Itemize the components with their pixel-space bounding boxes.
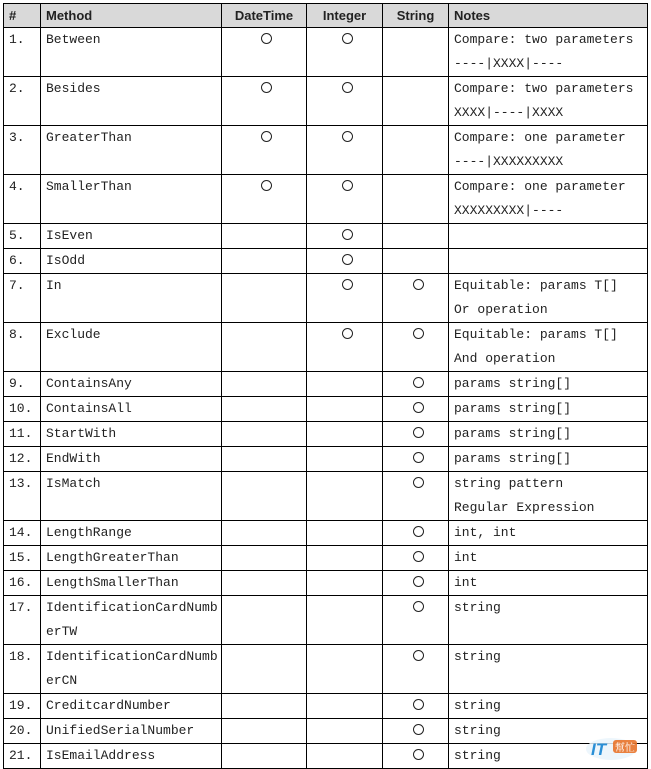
notes-cell <box>449 571 648 596</box>
circle-mark-icon <box>261 82 272 93</box>
note-line: params string[] <box>454 451 572 466</box>
support-datetime <box>222 274 307 323</box>
notes-cell <box>449 175 648 224</box>
logo-main-text: IT <box>591 740 607 759</box>
support-integer <box>307 175 383 224</box>
method-name: IsOdd <box>41 249 222 274</box>
row-number: 19. <box>4 694 41 719</box>
circle-mark-icon <box>413 699 424 710</box>
circle-mark-icon <box>413 377 424 388</box>
support-datetime <box>222 422 307 447</box>
row-number: 9. <box>4 372 41 397</box>
circle-mark-icon <box>413 402 424 413</box>
row-number: 5. <box>4 224 41 249</box>
circle-mark-icon <box>413 328 424 339</box>
support-string <box>383 397 449 422</box>
support-datetime <box>222 28 307 77</box>
support-integer <box>307 372 383 397</box>
header-datetime: DateTime <box>222 4 307 28</box>
notes-cell <box>449 372 648 397</box>
row-number: 18. <box>4 645 41 694</box>
note-line: string <box>454 723 501 738</box>
row-number: 17. <box>4 596 41 645</box>
circle-mark-icon <box>413 427 424 438</box>
row-number: 12. <box>4 447 41 472</box>
table-row <box>4 645 648 694</box>
method-name: IsEmailAddress <box>41 744 222 769</box>
header-num: # <box>4 4 41 28</box>
notes-cell <box>449 77 648 126</box>
table-row <box>4 372 648 397</box>
notes-cell <box>449 472 648 521</box>
method-name: CreditcardNumber <box>41 694 222 719</box>
table-header-row <box>4 4 648 28</box>
table-row <box>4 447 648 472</box>
method-name: UnifiedSerialNumber <box>41 719 222 744</box>
support-datetime <box>222 323 307 372</box>
note-line: Compare: one parameter <box>454 179 626 194</box>
row-number: 21. <box>4 744 41 769</box>
table-row <box>4 28 648 77</box>
method-name: ContainsAny <box>41 372 222 397</box>
notes-cell <box>449 249 648 274</box>
notes-cell <box>449 447 648 472</box>
table-row <box>4 422 648 447</box>
note-line: string <box>454 698 501 713</box>
support-datetime <box>222 521 307 546</box>
circle-mark-icon <box>342 254 353 265</box>
row-number: 6. <box>4 249 41 274</box>
note-line: Compare: two parameters <box>454 32 634 47</box>
notes-cell <box>449 596 648 645</box>
circle-mark-icon <box>413 279 424 290</box>
note-line: ----|XXXX|---- <box>454 56 564 71</box>
support-datetime <box>222 472 307 521</box>
note-line: ----|XXXXXXXXX <box>454 154 564 169</box>
support-datetime <box>222 645 307 694</box>
support-datetime <box>222 372 307 397</box>
row-number: 13. <box>4 472 41 521</box>
method-name: In <box>41 274 222 323</box>
notes-cell <box>449 694 648 719</box>
support-datetime <box>222 596 307 645</box>
header-string: String <box>383 4 449 28</box>
circle-mark-icon <box>342 180 353 191</box>
support-string <box>383 719 449 744</box>
method-name: Between <box>41 28 222 77</box>
circle-mark-icon <box>342 82 353 93</box>
method-name: IsMatch <box>41 472 222 521</box>
support-integer <box>307 274 383 323</box>
method-name: LengthGreaterThan <box>41 546 222 571</box>
support-integer <box>307 422 383 447</box>
notes-cell <box>449 546 648 571</box>
row-number: 14. <box>4 521 41 546</box>
circle-mark-icon <box>413 526 424 537</box>
support-string <box>383 546 449 571</box>
notes-cell <box>449 274 648 323</box>
support-string <box>383 175 449 224</box>
support-integer <box>307 28 383 77</box>
support-integer <box>307 224 383 249</box>
method-name: GreaterThan <box>41 126 222 175</box>
circle-mark-icon <box>413 576 424 587</box>
support-integer <box>307 77 383 126</box>
support-datetime <box>222 77 307 126</box>
table-row <box>4 397 648 422</box>
row-number: 20. <box>4 719 41 744</box>
note-line: params string[] <box>454 401 572 416</box>
note-line: Compare: one parameter <box>454 130 626 145</box>
support-string <box>383 249 449 274</box>
notes-cell <box>449 224 648 249</box>
support-datetime <box>222 126 307 175</box>
method-name: LengthRange <box>41 521 222 546</box>
circle-mark-icon <box>261 33 272 44</box>
method-name: IdentificationCardNumberTW <box>41 596 222 645</box>
support-datetime <box>222 546 307 571</box>
note-line: params string[] <box>454 426 572 441</box>
support-string <box>383 224 449 249</box>
note-line: string <box>454 748 501 763</box>
circle-mark-icon <box>413 749 424 760</box>
header-notes: Notes <box>449 4 648 28</box>
notes-cell <box>449 521 648 546</box>
support-string <box>383 694 449 719</box>
notes-cell <box>449 126 648 175</box>
table-row <box>4 274 648 323</box>
support-string <box>383 596 449 645</box>
note-line: Or operation <box>454 302 548 317</box>
row-number: 4. <box>4 175 41 224</box>
support-integer <box>307 447 383 472</box>
note-line: Regular Expression <box>454 500 595 515</box>
table-row <box>4 546 648 571</box>
support-string <box>383 472 449 521</box>
header-method: Method <box>41 4 222 28</box>
table-body <box>4 28 648 769</box>
table-row <box>4 596 648 645</box>
support-integer <box>307 249 383 274</box>
support-integer <box>307 571 383 596</box>
method-name: Exclude <box>41 323 222 372</box>
method-name: ContainsAll <box>41 397 222 422</box>
table-row <box>4 175 648 224</box>
note-line: int <box>454 575 478 590</box>
support-string <box>383 447 449 472</box>
support-datetime <box>222 175 307 224</box>
it-help-logo <box>585 734 647 762</box>
support-datetime <box>222 249 307 274</box>
support-datetime <box>222 447 307 472</box>
notes-cell <box>449 323 648 372</box>
circle-mark-icon <box>342 279 353 290</box>
support-integer <box>307 126 383 175</box>
support-datetime <box>222 694 307 719</box>
note-line: string <box>454 649 501 664</box>
methods-table <box>3 3 648 769</box>
note-line: Equitable: params T[] <box>454 327 618 342</box>
support-string <box>383 422 449 447</box>
support-integer <box>307 472 383 521</box>
row-number: 16. <box>4 571 41 596</box>
support-integer <box>307 521 383 546</box>
notes-cell <box>449 397 648 422</box>
circle-mark-icon <box>261 180 272 191</box>
circle-mark-icon <box>413 724 424 735</box>
support-integer <box>307 645 383 694</box>
support-string <box>383 323 449 372</box>
row-number: 11. <box>4 422 41 447</box>
table-row <box>4 77 648 126</box>
method-name: LengthSmallerThan <box>41 571 222 596</box>
circle-mark-icon <box>342 33 353 44</box>
circle-mark-icon <box>342 229 353 240</box>
support-datetime <box>222 397 307 422</box>
table-row <box>4 719 648 744</box>
support-datetime <box>222 571 307 596</box>
table-row <box>4 126 648 175</box>
note-line: params string[] <box>454 376 572 391</box>
note-line: And operation <box>454 351 556 366</box>
note-line: string pattern <box>454 476 564 491</box>
support-string <box>383 77 449 126</box>
circle-mark-icon <box>413 477 424 488</box>
support-integer <box>307 323 383 372</box>
row-number: 7. <box>4 274 41 323</box>
notes-cell <box>449 645 648 694</box>
method-name: SmallerThan <box>41 175 222 224</box>
note-line: int <box>454 550 478 565</box>
method-name: EndWith <box>41 447 222 472</box>
circle-mark-icon <box>413 551 424 562</box>
support-integer <box>307 596 383 645</box>
support-string <box>383 645 449 694</box>
row-number: 1. <box>4 28 41 77</box>
circle-mark-icon <box>342 131 353 142</box>
method-name: Besides <box>41 77 222 126</box>
support-datetime <box>222 224 307 249</box>
row-number: 15. <box>4 546 41 571</box>
logo-sub-text: 幫忙 <box>615 743 635 754</box>
note-line: string <box>454 600 501 615</box>
note-line: Equitable: params T[] <box>454 278 618 293</box>
support-integer <box>307 694 383 719</box>
header-integer: Integer <box>307 4 383 28</box>
note-line: XXXX|----|XXXX <box>454 105 564 120</box>
method-name: StartWith <box>41 422 222 447</box>
notes-cell <box>449 422 648 447</box>
table-row <box>4 571 648 596</box>
table-row <box>4 323 648 372</box>
table-row <box>4 694 648 719</box>
note-line: int, int <box>454 525 517 540</box>
note-line: XXXXXXXXX|---- <box>454 203 564 218</box>
support-datetime <box>222 719 307 744</box>
table-row <box>4 472 648 521</box>
row-number: 8. <box>4 323 41 372</box>
circle-mark-icon <box>413 452 424 463</box>
circle-mark-icon <box>261 131 272 142</box>
row-number: 2. <box>4 77 41 126</box>
notes-cell <box>449 28 648 77</box>
table-row <box>4 224 648 249</box>
note-line: Compare: two parameters <box>454 81 634 96</box>
support-integer <box>307 397 383 422</box>
circle-mark-icon <box>413 601 424 612</box>
table-row <box>4 249 648 274</box>
support-string <box>383 126 449 175</box>
method-name: IdentificationCardNumberCN <box>41 645 222 694</box>
circle-mark-icon <box>342 328 353 339</box>
support-integer <box>307 546 383 571</box>
support-string <box>383 521 449 546</box>
circle-mark-icon <box>413 650 424 661</box>
support-string <box>383 28 449 77</box>
table-row <box>4 521 648 546</box>
support-string <box>383 274 449 323</box>
support-integer <box>307 719 383 744</box>
support-string <box>383 571 449 596</box>
row-number: 3. <box>4 126 41 175</box>
support-string <box>383 372 449 397</box>
row-number: 10. <box>4 397 41 422</box>
method-name: IsEven <box>41 224 222 249</box>
